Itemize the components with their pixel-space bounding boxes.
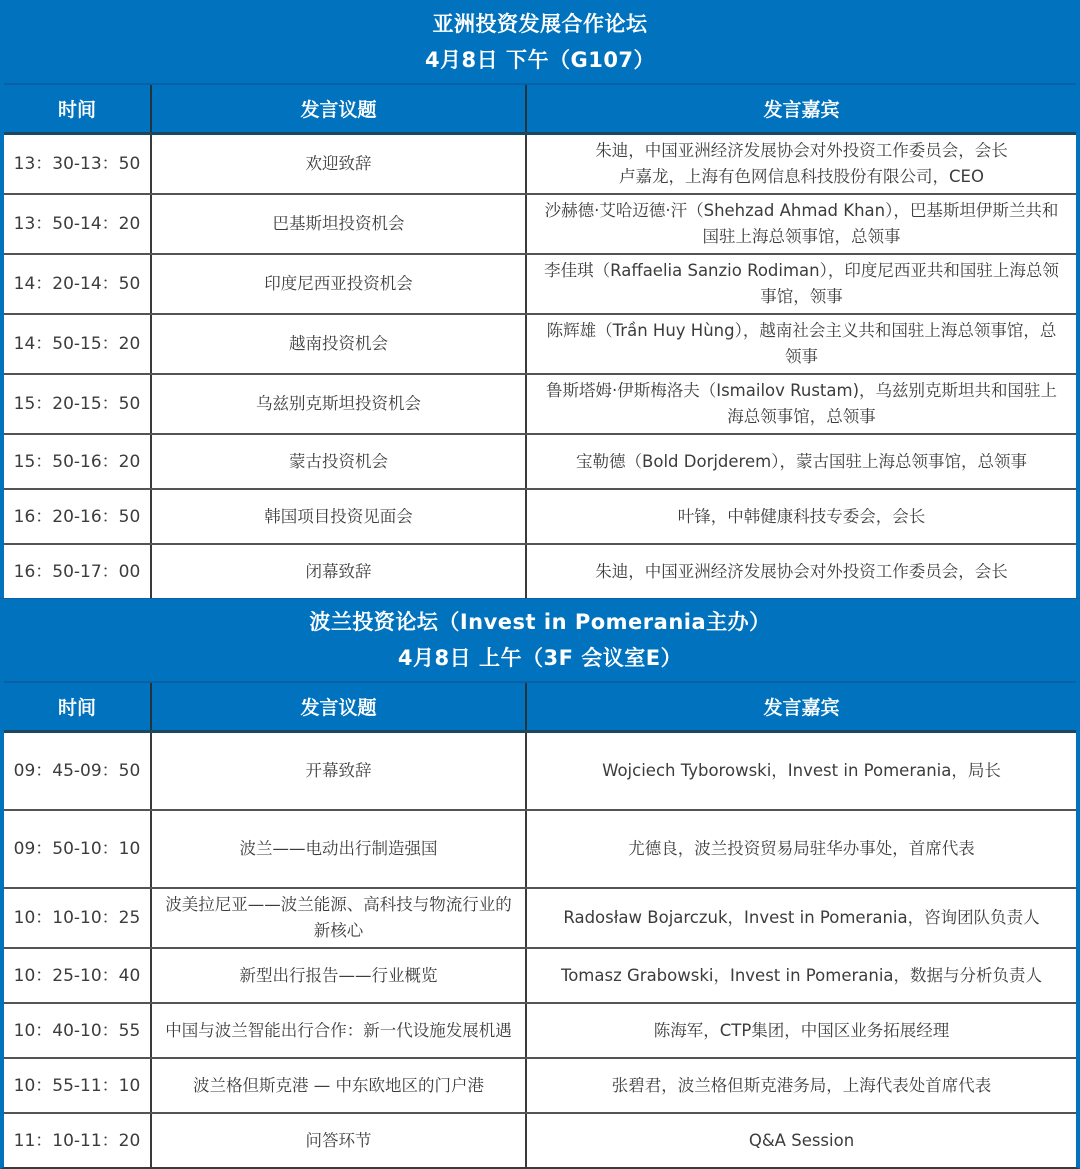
table-row: [4, 1004, 1076, 1059]
column-header-topic: 发言议题: [150, 683, 527, 730]
topic-cell: 波美拉尼亚——波兰能源、高科技与物流行业的新核心: [150, 889, 527, 947]
speaker-cell: [527, 811, 1076, 887]
table-row: [4, 1059, 1076, 1114]
topic-cell: 闭幕致辞: [150, 545, 527, 598]
speaker-line: 卢嘉龙，上海有色网信息科技股份有限公司，CEO: [619, 167, 984, 186]
time-cell: 10：10-10：25: [13, 908, 141, 928]
time-cell: 09：50-10：10: [13, 839, 141, 859]
table-row: [4, 255, 1076, 315]
speaker-cell: [527, 490, 1076, 543]
topic-cell: 蒙古投资机会: [150, 435, 527, 488]
table-row: [4, 811, 1076, 889]
topic-cell: 乌兹别克斯坦投资机会: [150, 375, 527, 433]
section-title-block: [0, 598, 1080, 681]
time-cell: 13：50-14：20: [13, 214, 141, 234]
topic-cell: 韩国项目投资见面会: [150, 490, 527, 543]
section-subtitle: 4月8日 下午（G107）: [424, 47, 656, 72]
table-row: [4, 490, 1076, 545]
time-cell: 16：20-16：50: [13, 506, 141, 527]
topic-cell: 欢迎致辞: [150, 135, 527, 193]
speaker-line: 沙赫德·艾哈迈德·汗（Shehzad Ahmad Khan），巴基斯坦伊斯兰共和国驻上海总领事馆，总领事: [544, 201, 1059, 246]
topic-cell: 越南投资机会: [150, 315, 527, 373]
speaker-line: 鲁斯塔姆·伊斯梅洛夫（Ismailov Rustam)，乌兹别克斯坦共和国驻上海总领事馆，总领事: [545, 381, 1058, 426]
speaker-line: 宝勒德（Bold Dorjderem），蒙古国驻上海总领事馆，总领事: [576, 451, 1027, 471]
time-cell: 14：20-14：50: [13, 274, 141, 294]
topic-cell: 新型出行报告——行业概览: [150, 949, 527, 1002]
speaker-line: 李佳琪（Raffaelia Sanzio Rodiman），印度尼西亚共和国驻上海总领事馆，领事: [544, 261, 1059, 306]
column-header-speaker: 发言嘉宾: [763, 697, 840, 719]
table-row: [4, 375, 1076, 435]
forum-section-poland: [4, 598, 1076, 1167]
section-title: 亚洲投资发展合作论坛: [432, 11, 648, 36]
section-rows: [4, 733, 1076, 1167]
speaker-cell: [527, 733, 1076, 809]
speaker-line: 陈辉雄（Trần Huy Hùng），越南社会主义共和国驻上海总领事馆，总领事: [546, 321, 1057, 366]
speaker-line: 陈海军，CTP集团，中国区业务拓展经理: [653, 1020, 950, 1040]
column-header-time: 时间: [57, 697, 96, 719]
speaker-cell: [527, 135, 1076, 193]
speaker-cell: [527, 1059, 1076, 1112]
speaker-cell: [527, 1004, 1076, 1057]
time-cell: 15：50-16：20: [13, 451, 141, 472]
column-header-row: [4, 83, 1076, 135]
column-header-speaker: 发言嘉宾: [763, 99, 840, 121]
topic-cell: 开幕致辞: [150, 733, 527, 809]
speaker-cell: [527, 195, 1076, 253]
speaker-cell: [527, 545, 1076, 598]
time-cell: 13：30-13：50: [13, 154, 141, 174]
speaker-line: Radosław Bojarczuk，Invest in Pomerania，咨询团队负责人: [563, 908, 1040, 927]
time-cell: 09：45-09：50: [13, 761, 141, 781]
topic-cell: 巴基斯坦投资机会: [150, 195, 527, 253]
speaker-line: 朱迪，中国亚洲经济发展协会对外投资工作委员会，会长: [595, 141, 1008, 160]
table-row: [4, 195, 1076, 255]
speaker-line: 张碧君，波兰格但斯克港务局，上海代表处首席代表: [611, 1075, 992, 1095]
time-cell: 10：55-11：10: [13, 1075, 141, 1096]
time-cell: 10：40-10：55: [13, 1020, 141, 1041]
section-rows: [4, 135, 1076, 598]
speaker-cell: [527, 949, 1076, 1002]
column-header-topic: 发言议题: [150, 85, 527, 132]
speaker-line: Wojciech Tyborowski，Invest in Pomerania，局长: [602, 761, 1001, 780]
table-row: [4, 949, 1076, 1004]
table-row: [4, 435, 1076, 490]
forum-section-asia: [4, 0, 1076, 598]
time-cell: 10：25-10：40: [13, 965, 141, 986]
section-subtitle: 4月8日 上午（3F 会议室E）: [397, 646, 683, 670]
time-cell: 14：50-15：20: [13, 334, 141, 354]
table-row: [4, 315, 1076, 375]
table-row: [4, 733, 1076, 811]
speaker-line: 叶锋，中韩健康科技专委会，会长: [677, 506, 926, 526]
topic-cell: 中国与波兰智能出行合作：新一代设施发展机遇: [150, 1004, 527, 1057]
time-cell: 16：50-17：00: [13, 561, 141, 582]
speaker-line: Tomasz Grabowski，Invest in Pomerania，数据与分析负责人: [560, 965, 1043, 985]
speaker-line: 尤德良，波兰投资贸易局驻华办事处，首席代表: [628, 839, 975, 858]
speaker-cell: [527, 435, 1076, 488]
section-title-block: [0, 0, 1080, 83]
time-cell: 15：20-15：50: [13, 394, 141, 414]
speaker-cell: [527, 255, 1076, 313]
speaker-line: Q&A Session: [748, 1130, 855, 1150]
table-row: [4, 545, 1076, 598]
section-title: 波兰投资论坛（Invest in Pomerania主办）: [309, 610, 771, 634]
speaker-line: 朱迪，中国亚洲经济发展协会对外投资工作委员会，会长: [595, 561, 1008, 581]
topic-cell: 波兰——电动出行制造强国: [150, 811, 527, 887]
topic-cell: 印度尼西亚投资机会: [150, 255, 527, 313]
speaker-cell: [527, 315, 1076, 373]
column-header-row: [4, 681, 1076, 733]
topic-cell: 问答环节: [150, 1114, 527, 1167]
table-row: [4, 889, 1076, 949]
speaker-cell: [527, 889, 1076, 947]
speaker-cell: [527, 375, 1076, 433]
time-cell: 11：10-11：20: [13, 1130, 141, 1151]
topic-cell: 波兰格但斯克港 — 中东欧地区的门户港: [150, 1059, 527, 1112]
column-header-time: 时间: [57, 99, 96, 121]
table-row: [4, 135, 1076, 195]
